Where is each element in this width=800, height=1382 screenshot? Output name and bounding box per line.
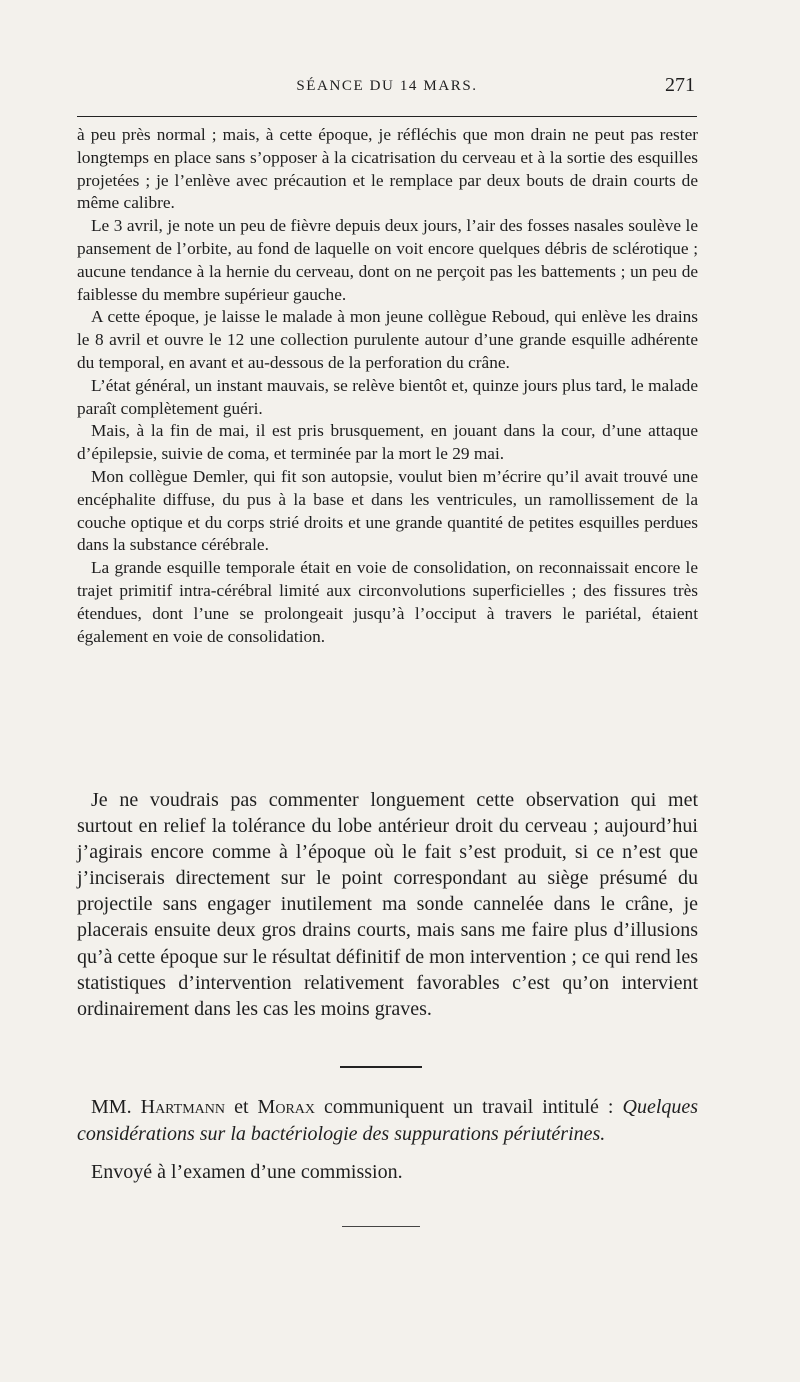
section-divider bbox=[340, 1066, 422, 1068]
communication-prefix: MM. bbox=[91, 1096, 132, 1118]
referral-note: Envoyé à l’examen d’une commission. bbox=[91, 1161, 403, 1183]
page-number: 271 bbox=[665, 74, 695, 96]
communication-verb: communiquent un travail intitulé : bbox=[324, 1096, 614, 1118]
case-report bbox=[77, 124, 698, 648]
end-divider bbox=[342, 1226, 420, 1227]
case-paragraph-1: à peu près normal ; mais, à cette époque, je réfléchis que mon drain ne peut pas rester longtemps en place sans s’opposer à la cicatrisation du cerveau et à la sortie des esquilles projetées ; je l’enlève avec précaution et le remplace par deux bouts de drain courts de même calibre. bbox=[77, 125, 698, 213]
case-paragraph-7: La grande esquille temporale était en voie de consolidation, on reconnaissait encore le trajet primitif intra-cérébral limité aux circonvolutions superficielles ; des fissures très étendues, dont l’une se prolongeait jusqu’à l’occiput à travers le pariétal, étaient également en voie de consolidation. bbox=[77, 558, 698, 646]
header-rule bbox=[77, 116, 697, 117]
commentary-block bbox=[77, 787, 698, 1022]
case-paragraph-3: A cette époque, je laisse le malade à mon jeune collègue Reboud, qui enlève les drains le 8 avril et ouvre le 12 une collection purulente autour d’une grande esquille adhérente du temporal, en avant et au-dessous de la perforation du crâne. bbox=[77, 307, 698, 372]
header-title: SÉANCE DU 14 MARS. bbox=[296, 78, 478, 94]
case-paragraph-6: Mon collègue Demler, qui fit son autopsie, voulut bien m’écrire qu’il avait trouvé une encéphalite diffuse, du pus à la base et dans les ventricules, un ramollissement de la couche optique et du corps strié droits et une grande quantité de petites esquilles perdues dans la substance cérébrale. bbox=[77, 466, 698, 555]
case-paragraph-5: Mais, à la fin de mai, il est pris brusquement, en jouant dans la cour, d’une attaque d’épilepsie, suivie de coma, et terminée par la mort le 29 mai. bbox=[77, 421, 698, 464]
case-paragraph-4: L’état général, un instant mauvais, se relève bientôt et, quinze jours plus tard, le malade paraît complètement guéri. bbox=[77, 375, 698, 418]
commentary-paragraph: Je ne voudrais pas commenter longuement cette observation qui met surtout en relief la tolérance du lobe antérieur droit du cerveau ; aujourd’hui j’agirais encore comme à l’époque où le fait s’est produit, si ce n’est que j’inciserais directement sur le point correspondant au siège présumé du projectile sans engager inutilement ma sonde cannelée dans le crâne, je placerais ensuite deux gros drains courts, mais sans me faire plus d’illusions qu’à cette époque sur le résultat définitif de mon intervention ; ce qui rend les statistiques d’intervention relativement favorables c’est qu’on intervient ordinairement dans les cas les moins graves. bbox=[77, 789, 698, 1020]
running-header bbox=[77, 74, 697, 104]
work-title: Quelques considérations sur la bactériologie des suppurations périutérines. bbox=[77, 1096, 699, 1145]
communication-paragraph bbox=[77, 1094, 698, 1147]
author-hartmann: Hartmann bbox=[140, 1096, 226, 1118]
author-morax: Morax bbox=[257, 1096, 315, 1118]
case-paragraph-2: Le 3 avril, je note un peu de fièvre depuis deux jours, l’air des fosses nasales soulève le pansement de l’orbite, au fond de laquelle on voit encore quelques débris de sclérotique ; aucune tendance à la hernie du cerveau, dont on ne perçoit pas les battements ; un peu de faiblesse du membre supérieur gauche. bbox=[77, 216, 698, 304]
communication-block bbox=[77, 1094, 698, 1186]
communication-conjunction: et bbox=[234, 1096, 249, 1118]
